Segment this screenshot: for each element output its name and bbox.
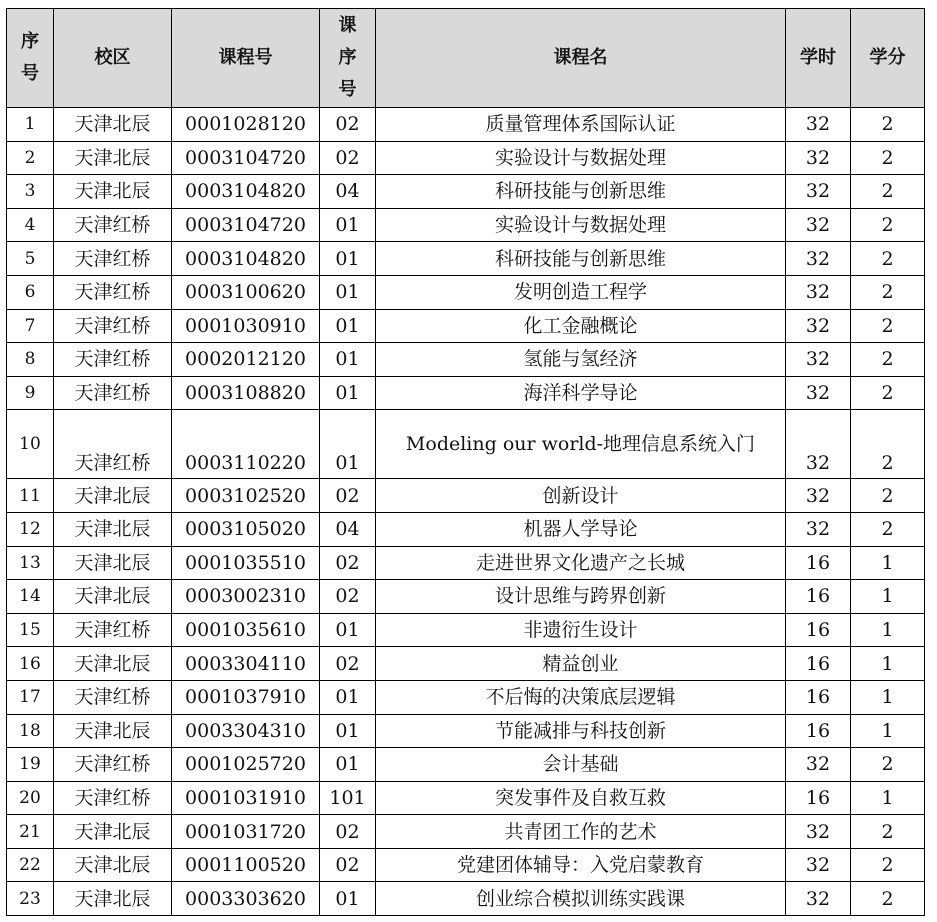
cell-section: 02 <box>320 848 376 882</box>
cell-credits: 1 <box>851 647 925 681</box>
cell-course-name: 科研技能与创新思维 <box>376 242 786 276</box>
cell-campus: 天津红桥 <box>54 680 172 714</box>
cell-campus: 天津北辰 <box>54 479 172 513</box>
cell-hours: 32 <box>786 175 851 209</box>
cell-campus: 天津北辰 <box>54 580 172 614</box>
cell-credits: 2 <box>851 141 925 175</box>
cell-seq: 10 <box>7 410 54 479</box>
cell-seq: 5 <box>7 242 54 276</box>
cell-seq: 4 <box>7 208 54 242</box>
cell-campus: 天津红桥 <box>54 208 172 242</box>
cell-hours: 32 <box>786 376 851 410</box>
table-body <box>7 108 925 916</box>
cell-section: 01 <box>320 376 376 410</box>
cell-course-code: 0003104720 <box>172 208 320 242</box>
cell-seq: 3 <box>7 175 54 209</box>
table-row <box>7 714 925 748</box>
header-course-code: 课程号 <box>172 9 320 108</box>
table-row <box>7 882 925 916</box>
cell-course-code: 0003304110 <box>172 647 320 681</box>
table-row <box>7 479 925 513</box>
cell-hours: 32 <box>786 848 851 882</box>
cell-hours: 32 <box>786 512 851 546</box>
cell-hours: 16 <box>786 580 851 614</box>
cell-section: 04 <box>320 512 376 546</box>
cell-campus: 天津北辰 <box>54 848 172 882</box>
cell-hours: 16 <box>786 714 851 748</box>
cell-hours: 32 <box>786 208 851 242</box>
table-row <box>7 680 925 714</box>
table-row <box>7 376 925 410</box>
cell-campus: 天津北辰 <box>54 647 172 681</box>
cell-seq: 1 <box>7 108 54 142</box>
cell-hours: 32 <box>786 309 851 343</box>
cell-section: 01 <box>320 410 376 479</box>
course-table <box>6 8 925 916</box>
cell-campus: 天津红桥 <box>54 242 172 276</box>
cell-course-code: 0001031910 <box>172 781 320 815</box>
cell-course-name: 走进世界文化遗产之长城 <box>376 546 786 580</box>
cell-campus: 天津北辰 <box>54 108 172 142</box>
cell-course-code: 0003002310 <box>172 580 320 614</box>
table-row <box>7 512 925 546</box>
cell-course-code: 0003110220 <box>172 410 320 479</box>
cell-credits: 2 <box>851 815 925 849</box>
cell-course-name: 发明创造工程学 <box>376 275 786 309</box>
cell-credits: 1 <box>851 613 925 647</box>
cell-credits: 1 <box>851 680 925 714</box>
cell-course-code: 0001100520 <box>172 848 320 882</box>
cell-section: 02 <box>320 479 376 513</box>
cell-seq: 17 <box>7 680 54 714</box>
cell-seq: 8 <box>7 343 54 377</box>
cell-hours: 16 <box>786 781 851 815</box>
cell-campus: 天津北辰 <box>54 714 172 748</box>
cell-hours: 32 <box>786 410 851 479</box>
cell-section: 02 <box>320 108 376 142</box>
cell-section: 02 <box>320 546 376 580</box>
cell-course-name: 会计基础 <box>376 748 786 782</box>
cell-section: 02 <box>320 141 376 175</box>
cell-course-code: 0001035510 <box>172 546 320 580</box>
cell-section: 101 <box>320 781 376 815</box>
table-row <box>7 108 925 142</box>
cell-section: 01 <box>320 208 376 242</box>
cell-course-code: 0003104820 <box>172 175 320 209</box>
cell-hours: 32 <box>786 343 851 377</box>
cell-seq: 20 <box>7 781 54 815</box>
cell-campus: 天津北辰 <box>54 512 172 546</box>
cell-campus: 天津北辰 <box>54 175 172 209</box>
cell-course-name: 化工金融概论 <box>376 309 786 343</box>
cell-campus: 天津北辰 <box>54 882 172 916</box>
cell-course-name: 突发事件及自救互救 <box>376 781 786 815</box>
cell-hours: 32 <box>786 275 851 309</box>
cell-credits: 1 <box>851 580 925 614</box>
cell-course-code: 0003105020 <box>172 512 320 546</box>
cell-campus: 天津红桥 <box>54 613 172 647</box>
cell-hours: 16 <box>786 647 851 681</box>
cell-seq: 16 <box>7 647 54 681</box>
cell-seq: 9 <box>7 376 54 410</box>
cell-course-name: 党建团体辅导：入党启蒙教育 <box>376 848 786 882</box>
table-row <box>7 343 925 377</box>
header-hours: 学时 <box>786 9 851 108</box>
cell-seq: 11 <box>7 479 54 513</box>
cell-course-name: 创业综合模拟训练实践课 <box>376 882 786 916</box>
cell-course-name: 实验设计与数据处理 <box>376 141 786 175</box>
table-row <box>7 242 925 276</box>
cell-credits: 2 <box>851 108 925 142</box>
cell-seq: 2 <box>7 141 54 175</box>
cell-campus: 天津北辰 <box>54 141 172 175</box>
cell-course-code: 0003104820 <box>172 242 320 276</box>
cell-course-code: 0001037910 <box>172 680 320 714</box>
cell-seq: 19 <box>7 748 54 782</box>
cell-course-code: 0003102520 <box>172 479 320 513</box>
cell-seq: 7 <box>7 309 54 343</box>
cell-credits: 2 <box>851 376 925 410</box>
cell-seq: 23 <box>7 882 54 916</box>
cell-campus: 天津红桥 <box>54 376 172 410</box>
cell-credits: 2 <box>851 479 925 513</box>
table-row <box>7 546 925 580</box>
cell-course-name: 共青团工作的艺术 <box>376 815 786 849</box>
cell-section: 01 <box>320 613 376 647</box>
table-row <box>7 175 925 209</box>
cell-credits: 2 <box>851 848 925 882</box>
header-course-name: 课程名 <box>376 9 786 108</box>
cell-course-code: 0001031720 <box>172 815 320 849</box>
header-row <box>7 9 925 108</box>
cell-section: 01 <box>320 275 376 309</box>
cell-hours: 32 <box>786 815 851 849</box>
cell-course-name: 不后悔的决策底层逻辑 <box>376 680 786 714</box>
cell-seq: 15 <box>7 613 54 647</box>
cell-campus: 天津红桥 <box>54 275 172 309</box>
table-row <box>7 208 925 242</box>
header-section: 课序号 <box>320 9 376 108</box>
cell-hours: 16 <box>786 613 851 647</box>
cell-hours: 32 <box>786 108 851 142</box>
table-header <box>7 9 925 108</box>
cell-course-name: 非遗衍生设计 <box>376 613 786 647</box>
cell-hours: 32 <box>786 479 851 513</box>
cell-course-code: 0003304310 <box>172 714 320 748</box>
cell-course-name: 质量管理体系国际认证 <box>376 108 786 142</box>
cell-course-code: 0001028120 <box>172 108 320 142</box>
cell-campus: 天津北辰 <box>54 815 172 849</box>
cell-course-code: 0002012120 <box>172 343 320 377</box>
cell-campus: 天津北辰 <box>54 546 172 580</box>
table-row <box>7 410 925 479</box>
table-row <box>7 613 925 647</box>
header-credits: 学分 <box>851 9 925 108</box>
cell-hours: 16 <box>786 680 851 714</box>
cell-course-code: 0003108820 <box>172 376 320 410</box>
cell-section: 02 <box>320 647 376 681</box>
table-row <box>7 848 925 882</box>
cell-hours: 32 <box>786 141 851 175</box>
cell-course-name: Modeling our world-地理信息系统入门 <box>376 410 786 479</box>
cell-credits: 2 <box>851 175 925 209</box>
cell-credits: 2 <box>851 309 925 343</box>
cell-course-code: 0001030910 <box>172 309 320 343</box>
cell-course-name: 精益创业 <box>376 647 786 681</box>
cell-course-name: 海洋科学导论 <box>376 376 786 410</box>
cell-seq: 21 <box>7 815 54 849</box>
cell-course-name: 科研技能与创新思维 <box>376 175 786 209</box>
cell-credits: 2 <box>851 410 925 479</box>
cell-credits: 1 <box>851 781 925 815</box>
cell-section: 02 <box>320 580 376 614</box>
cell-credits: 2 <box>851 208 925 242</box>
cell-course-name: 节能减排与科技创新 <box>376 714 786 748</box>
table-row <box>7 748 925 782</box>
cell-credits: 2 <box>851 343 925 377</box>
cell-section: 01 <box>320 882 376 916</box>
cell-seq: 14 <box>7 580 54 614</box>
cell-credits: 2 <box>851 242 925 276</box>
cell-campus: 天津红桥 <box>54 343 172 377</box>
table-row <box>7 781 925 815</box>
cell-hours: 16 <box>786 546 851 580</box>
cell-course-name: 创新设计 <box>376 479 786 513</box>
cell-credits: 2 <box>851 748 925 782</box>
cell-hours: 32 <box>786 748 851 782</box>
cell-course-code: 0003303620 <box>172 882 320 916</box>
cell-course-code: 0001035610 <box>172 613 320 647</box>
cell-seq: 6 <box>7 275 54 309</box>
table-row <box>7 647 925 681</box>
table-row <box>7 580 925 614</box>
table-row <box>7 275 925 309</box>
cell-course-code: 0001025720 <box>172 748 320 782</box>
cell-campus: 天津红桥 <box>54 309 172 343</box>
cell-section: 01 <box>320 680 376 714</box>
table-row <box>7 815 925 849</box>
cell-section: 01 <box>320 309 376 343</box>
table-row <box>7 141 925 175</box>
cell-campus: 天津红桥 <box>54 748 172 782</box>
cell-course-name: 设计思维与跨界创新 <box>376 580 786 614</box>
cell-course-code: 0003104720 <box>172 141 320 175</box>
cell-section: 01 <box>320 242 376 276</box>
cell-section: 01 <box>320 748 376 782</box>
cell-section: 04 <box>320 175 376 209</box>
cell-credits: 2 <box>851 512 925 546</box>
cell-credits: 1 <box>851 546 925 580</box>
cell-course-code: 0003100620 <box>172 275 320 309</box>
cell-hours: 32 <box>786 242 851 276</box>
cell-section: 01 <box>320 343 376 377</box>
cell-campus: 天津红桥 <box>54 410 172 479</box>
cell-seq: 18 <box>7 714 54 748</box>
cell-hours: 32 <box>786 882 851 916</box>
cell-course-name: 实验设计与数据处理 <box>376 208 786 242</box>
cell-section: 01 <box>320 714 376 748</box>
cell-seq: 12 <box>7 512 54 546</box>
cell-seq: 22 <box>7 848 54 882</box>
cell-course-name: 氢能与氢经济 <box>376 343 786 377</box>
cell-course-name: 机器人学导论 <box>376 512 786 546</box>
cell-seq: 13 <box>7 546 54 580</box>
cell-credits: 2 <box>851 275 925 309</box>
cell-campus: 天津红桥 <box>54 781 172 815</box>
cell-section: 02 <box>320 815 376 849</box>
cell-credits: 2 <box>851 882 925 916</box>
header-seq: 序号 <box>7 9 54 108</box>
table-row <box>7 309 925 343</box>
cell-credits: 1 <box>851 714 925 748</box>
header-campus: 校区 <box>54 9 172 108</box>
